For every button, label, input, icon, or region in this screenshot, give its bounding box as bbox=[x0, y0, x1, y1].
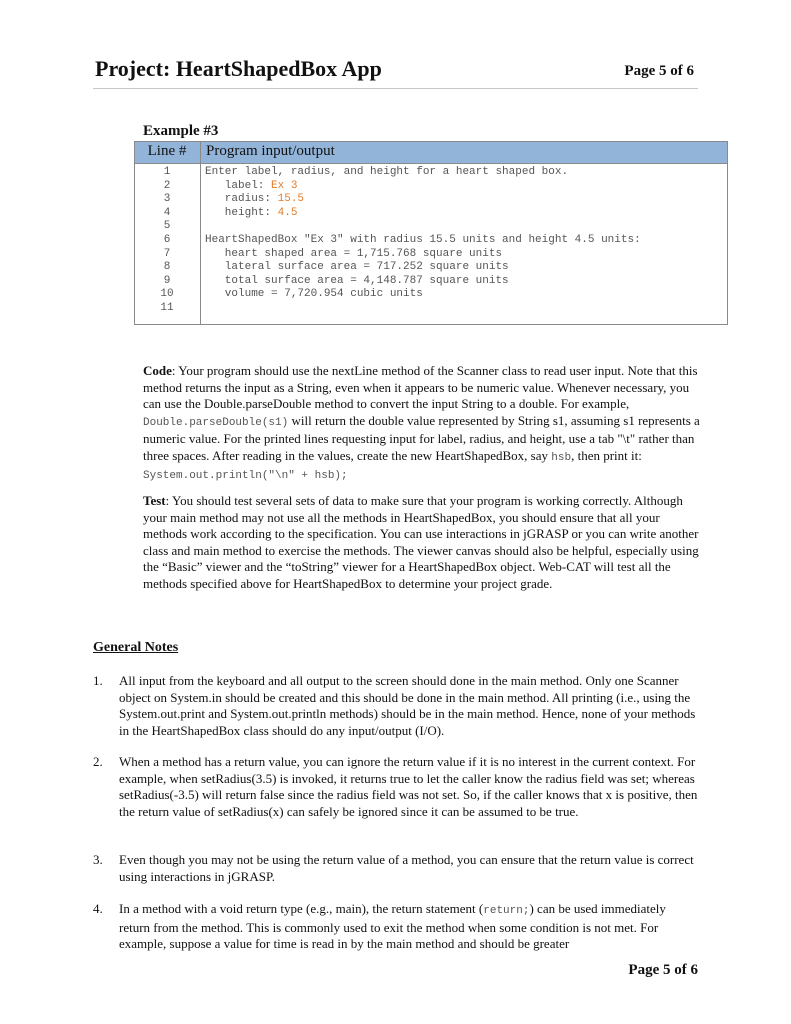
io-row bbox=[135, 180, 727, 193]
code-paragraph bbox=[143, 363, 703, 485]
line-number: 9 bbox=[163, 274, 171, 287]
line-number: 11 bbox=[160, 302, 174, 314]
note-2: 2. When a method has a return value, you can ignore the return value if it is no interest in the current context. For example, when setRadius(3.5) is invoked, it returns true to let the caller know the radius field was set; whereas setRadius(-3.5) will return false since the radius field was not set. So, if the caller knows that x is positive, then the return value of setRadius(x) can safely be ignored since it can be assumed to be true. bbox=[93, 754, 698, 819]
code-snippet-println: System.out.println("\n" + hsb); bbox=[143, 470, 348, 482]
io-row bbox=[135, 193, 727, 206]
line-text: height: 4.5 bbox=[205, 206, 298, 219]
line-text: total surface area = 4,148.787 square units bbox=[205, 274, 509, 287]
code-snippet-parse: Double.parseDouble(s1) bbox=[143, 416, 289, 429]
footer-page-number: Page 5 of 6 bbox=[628, 962, 698, 978]
code-text-2: will return the double value represented by String s1, assuming s1 represents a numeric value. For the printed lines requesting input for label, radius, and height, use a tab "\t" rather than three spaces. After reading in the values, create the new HeartShapedBox, say bbox=[143, 412, 700, 463]
return-snippet: return; bbox=[483, 905, 530, 917]
note-2-text: When a method has a return value, you can ignore the return value if it is no interest in the current context. For example, when setRadius(3.5) is invoked, it returns true to let the caller know the radius field was set; whereas setRadius(-3.5) will return false since the radius field was not set. So, if the caller knows that x is positive, then the return value of setRadius(x) can safely be ignored since it can be assumed to be true. bbox=[119, 754, 698, 819]
io-row bbox=[135, 207, 727, 220]
io-row bbox=[135, 248, 727, 261]
line-text: volume = 7,720.954 cubic units bbox=[205, 288, 423, 301]
line-text: Enter label, radius, and height for a heart shaped box. bbox=[205, 166, 569, 178]
header-page-number: Page 5 of 6 bbox=[624, 63, 694, 79]
io-row bbox=[135, 275, 727, 288]
note-4-text: In a method with a void return type (e.g., main), the return statement (return;) can be used immediately return from the method. This is commonly used to exit the method when some condition is not met. For example, suppose a value for time is read in by the main method and should be greater bbox=[119, 901, 666, 951]
code-text-3: , then print it: bbox=[571, 447, 642, 463]
note-3: 3. Even though you may not be using the return value of a method, you can ensure that the return value is correct using interactions in jGRASP. bbox=[93, 852, 698, 885]
io-row bbox=[135, 302, 727, 315]
line-number: 5 bbox=[163, 220, 171, 233]
line-text: HeartShapedBox "Ex 3" with radius 15.5 units and height 4.5 units: bbox=[205, 234, 641, 246]
line-text: heart shaped area = 1,715.768 square units bbox=[205, 247, 503, 260]
io-row bbox=[135, 166, 727, 179]
io-row bbox=[135, 261, 727, 274]
line-number: 1 bbox=[163, 166, 171, 178]
note-4: 4. In a method with a void return type (e.g., main), the return statement (return;) can be used immediately return from the method. This is commonly used to exit the method when some condition is not met. For example, suppose a value for time is read in by the main method and should be greater bbox=[93, 901, 698, 953]
test-label: Test bbox=[143, 493, 166, 508]
code-text-1: : Your program should use the nextLine method of the Scanner class to read user input. Note that this method returns the input as a String, even when it appears to be numeric value. Whenever necessary, you can use the Double.parseDouble method to convert the input String to a double. For example, bbox=[143, 363, 698, 411]
line-number: 10 bbox=[160, 288, 174, 301]
line-text: lateral surface area = 717.252 square units bbox=[205, 261, 509, 274]
general-notes-title: General Notes bbox=[93, 640, 179, 655]
io-row bbox=[135, 220, 727, 233]
code-label: Code bbox=[143, 363, 172, 378]
io-table bbox=[134, 141, 728, 325]
line-number: 4 bbox=[163, 206, 171, 219]
user-input-value: 15.5 bbox=[277, 193, 305, 206]
code-snippet-hsb: hsb bbox=[551, 451, 572, 464]
line-number: 6 bbox=[163, 234, 171, 246]
page-title: Project: HeartShapedBox App bbox=[95, 56, 382, 81]
line-text: label: Ex 3 bbox=[205, 179, 298, 192]
user-input-value: 4.5 bbox=[277, 206, 298, 219]
test-text: : You should test several sets of data to make sure that your program is working correctly. Although your main method may not use all the methods in HeartShapedBox, you should ensure that all your methods work according to the specification. You can use interactions in jGRASP or you can write another class and main method to exercise the methods. The viewer canvas should also be helpful, especially using the “Basic” viewer and the “toString” viewer for a HeartShapedBox object. Web-CAT will test all the methods specified above for HeartShapedBox to determine your project grade. bbox=[143, 493, 699, 591]
io-table-header bbox=[135, 142, 727, 164]
line-number: 7 bbox=[163, 247, 171, 260]
note-1-text: All input from the keyboard and all output to the screen should done in the main method. Only one Scanner object on System.in should be created and this should be done in the main method. All printing (i.e., using the System.out.print and System.out.println methods) should be in the main method. Hence, none of your methods in the HeartShapedBox class should do any input/output (I/O). bbox=[119, 673, 696, 738]
line-number: 8 bbox=[163, 261, 171, 274]
line-number: 3 bbox=[163, 193, 171, 206]
col-line-header: Line # bbox=[147, 143, 187, 159]
user-input-value: Ex 3 bbox=[271, 179, 298, 192]
example-title: Example #3 bbox=[143, 123, 219, 139]
note-1: 1. All input from the keyboard and all output to the screen should done in the main method. Only one Scanner object on System.in should be created and this should be done in the main method. All printing (i.e., using the System.out.print and System.out.println methods) should be in the main method. Hence, none of your methods in the HeartShapedBox class should do any input/output (I/O). bbox=[93, 673, 698, 739]
note-3-text: Even though you may not be using the return value of a method, you can ensure that the return value is correct using interactions in jGRASP. bbox=[119, 852, 694, 884]
line-text: radius: 15.5 bbox=[205, 193, 305, 206]
page-header bbox=[93, 54, 698, 89]
io-row bbox=[135, 234, 727, 247]
test-paragraph bbox=[143, 493, 703, 592]
line-number: 2 bbox=[163, 179, 171, 192]
io-row bbox=[135, 288, 727, 301]
col-io-header: Program input/output bbox=[206, 143, 335, 159]
